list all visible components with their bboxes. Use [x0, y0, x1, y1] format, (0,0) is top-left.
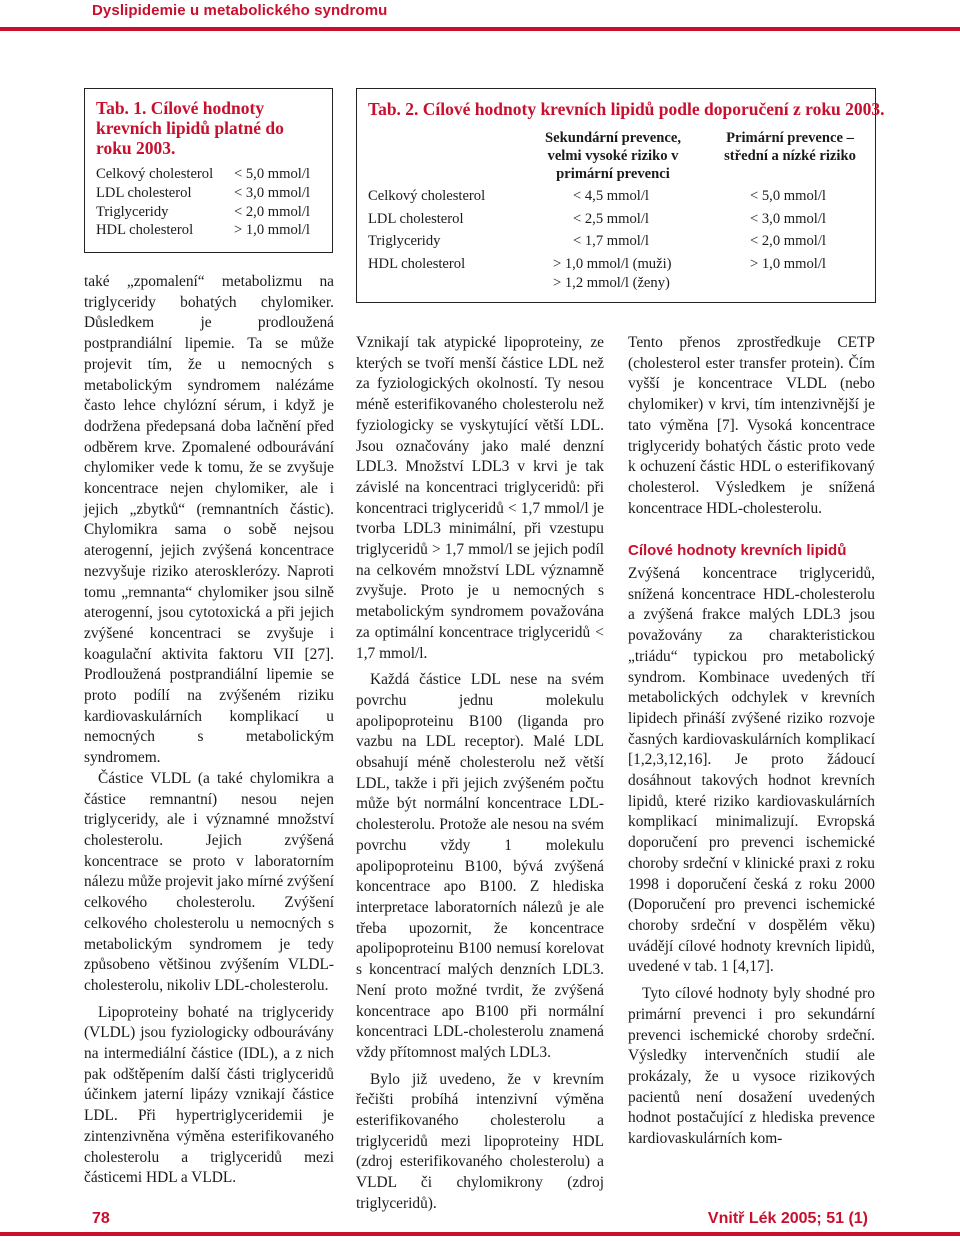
- paragraph: Tento přenos zprostředkuje CETP (cholesterol ester transfer protein). Čím vyšší je koncentrace VLDL (nebo chylomiker) v krvi, tím intenzivnější je tato výměna [7]. Vysoká koncentrace triglyceridy bohatých částic proto vede k ochuzení částic HDL o esterifikovaný cholesterol. Výsledkem je snížená koncentrace HDL-cholesterolu.: [628, 334, 875, 517]
- table2-primary: < 5,0 mmol/l: [750, 188, 826, 204]
- table2-head-primary: Primární prevence – střední a nízké riziko: [724, 130, 856, 164]
- journal-citation: Vnitř Lék 2005; 51 (1): [707, 1210, 868, 1227]
- table2-secondary: > 1,0 mmol/l (muži): [553, 256, 672, 272]
- table1-value: < 3,0 mmol/l: [234, 185, 310, 201]
- table1-label: Celkový cholesterol: [96, 166, 214, 182]
- table2-label: HDL cholesterol: [368, 256, 466, 272]
- table1-title: Tab. 1. Cílové hodnoty krevních lipidů platné do roku 2003.: [96, 98, 284, 158]
- paragraph: Bylo již uvedeno, že v krevním řečišti probíhá intenzivní výměna esterifikovaného cholesterolu a triglyceridů mezi lipoproteiny HDL (zdroj esterifikovaného cholesterolu) a VLDL či chylomikrony (zdroj triglyceridů).: [356, 1070, 604, 1212]
- table2-primary: < 2,0 mmol/l: [750, 233, 826, 249]
- table1-label: HDL cholesterol: [96, 222, 194, 238]
- section-heading: Cílové hodnoty krevních lipidů: [628, 542, 847, 560]
- table2-secondary: < 2,5 mmol/l: [573, 211, 649, 227]
- page-header: [0, 0, 960, 31]
- table1-value: < 5,0 mmol/l: [234, 166, 310, 182]
- paragraph: Vznikají tak atypické lipoproteiny, ze kterých se tvoří menší částice LDL než za fyziologických okolností. Ty nesou méně esterifikovaného cholesterolu než fyziologicky se vyskytující větší LDL. Jsou označovány jako malé denzní LDL3. Množství LDL3 v krvi je tak závislé na koncentraci triglyceridů: při koncentraci triglyceridů < 1,7 mmol/l je tvorba LDL3 minimální, při vzestupu triglyceridů > 1,7 mmol/l se jejich podíl na celkovém množství LDL významně zvyšuje. Proto je u nemocných s metabolickým syndromem považována za optimální koncentrace triglyceridů < 1,7 mmol/l.: [356, 334, 604, 662]
- table2-secondary: < 4,5 mmol/l: [573, 188, 649, 204]
- table2-label: Celkový cholesterol: [368, 188, 486, 204]
- running-title: Dyslipidemie u metabolického syndromu: [92, 2, 388, 19]
- paragraph: Lipoproteiny bohaté na triglyceridy (VLDL) jsou fyziologicky odbourávány na intermediální částice (IDL), a z nich pak odštěpením další části triglyceridů účinkem jaterní lipázy vznikají částice LDL. Při hypertriglyceridemii je zintenzivněna výměna esterifikovaného cholesterolu a triglyceridů mezi částicemi HDL a VLDL.: [84, 1003, 334, 1187]
- paragraph: také „zpomalení“ metabolizmu na triglyceridy bohatých chylomiker. Důsledkem je prodloužená postprandiální lipemie. Ta se může projevit tím, že u nemocných s metabolickým syndromem nalézáme často lehce chylózní sérum, i když je dodržena předepsaná doba lačnění před odběrem krve. Zpomalené odbourávání chylomiker vede k tomu, že se zvyšuje koncentrace nejen chylomiker, ale i jejich „zbytků“ (remnantních částic). Chylomikra sama o sobě nejsou aterogenní, jejich zvýšená koncentrace nezvyšuje riziko aterosklerózy. Naproti tomu „remnanta“ chylomiker jsou silně aterogenní, jsou cytotoxická a při jejich zvýšené koncentraci se zvyšuje i koagulační aktivita faktoru VII [27]. Prodloužená postprandiální lipemie se proto podílí na zvýšeném riziku kardiovaskulárních komplikací u nemocných s metabolickým syndromem.: [84, 273, 334, 767]
- table2-title: Tab. 2. Cílové hodnoty krevních lipidů podle doporučení z roku 2003.: [368, 99, 885, 119]
- table2-primary: > 1,0 mmol/l: [750, 256, 826, 272]
- table2-label: LDL cholesterol: [368, 211, 464, 227]
- page-number: 78: [92, 1210, 110, 1227]
- table1-value: > 1,0 mmol/l: [234, 222, 310, 238]
- paragraph: Zvýšená koncentrace triglyceridů, snížená koncentrace HDL-cholesterolu a zvýšená frakce malých LDL3 jsou považovány za charakteristickou „triádu“ typickou pro metabolický syndrom. Kombinace uvedených tří metabolických odchylek v krevních lipidech přináší zvýšené riziko rozvoje časných kardiovaskulárních komplikací [1,2,3,12,16]. Je proto žádoucí dosáhnout takových hodnot krevních lipidů, které riziko kardiovaskulárních komplikací minimalizují. Evropská doporučení pro prevenci ischemické choroby srdeční v klinické praxi z roku 1998 i doporučení česká z roku 2000 (Doporučení pro prevenci ischemické choroby srdeční v dospělém věku) uvádějí cílové hodnoty krevních lipidů, uvedené v tab. 1 [4,17].: [628, 565, 875, 976]
- table1-label: LDL cholesterol: [96, 185, 192, 201]
- table1-value: < 2,0 mmol/l: [234, 204, 310, 220]
- paragraph: Částice VLDL (a také chylomikra a částice remnantní) nesou nejen triglyceridy, ale i významné množství cholesterolu. Jejich zvýšená koncentrace se proto v laboratorním nálezu může projevit jako mírné zvýšení celkového cholesterolu. Zvýšení celkového cholesterolu u nemocných s metabolickým syndromem je tedy způsobeno většinou zvýšením VLDL-cholesterolu, nikoliv LDL-cholesterolu.: [84, 769, 335, 994]
- paragraph: Tyto cílové hodnoty byly shodné pro primární prevenci i pro sekundární prevenci ischemické choroby srdeční. Výsledky intervenčních studií ale prokázaly, že u vysoce rizikových pacientů není dosažení uvedených hodnot postačující z hlediska prevence kardiovaskulárních kom-: [628, 985, 875, 1148]
- paragraph: Každá částice LDL nese na svém povrchu jednu molekulu apolipoproteinu B100 (liganda pro vazbu na LDL receptor). Malé LDL obsahují méně cholesterolu než větší LDL, takže i při jejich zvýšeném počtu může být normální koncentrace LDL-cholesterolu. Protože ale nesou na svém povrchu vždy 1 molekulu apolipoproteinu B100, bývá zvýšená koncentrace apo B100. Z hlediska interpretace laboratorních nálezů je ale třeba upozornit, že koncentrace apolipoproteinu B100 nemusí korelovat s koncentrací malých denzních LDL3. Není proto možné tvrdit, že zvýšená koncentrace apo B100 při normální koncentraci LDL-cholesterolu znamená vždy přítomnost malých LDL3.: [356, 671, 604, 1061]
- table2-secondary-women: > 1,2 mmol/l (ženy): [553, 275, 670, 291]
- table1-label: Triglyceridy: [96, 204, 169, 220]
- table2-primary: < 3,0 mmol/l: [750, 211, 826, 227]
- table2-label: Triglyceridy: [368, 233, 441, 249]
- column-1: [84, 272, 334, 1189]
- table2-head-secondary: Sekundární prevence, velmi vysoké riziko v primární prevenci: [545, 130, 681, 182]
- column-2: [356, 333, 604, 1215]
- column-3: [628, 333, 875, 1150]
- footer-rule: [0, 1232, 960, 1236]
- table2-secondary: < 1,7 mmol/l: [573, 233, 649, 249]
